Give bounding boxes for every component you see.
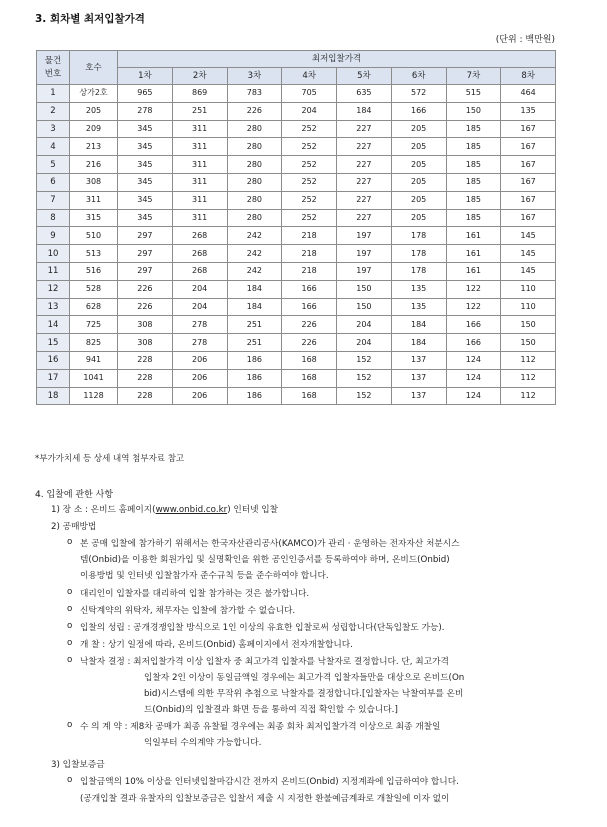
price-cell: 345 [118, 173, 173, 191]
price-cell: 311 [172, 138, 227, 156]
table-row [37, 173, 556, 191]
price-cell: 311 [172, 191, 227, 209]
method-line: 신탁계약의 위탁자, 채무자는 입찰에 참가할 수 없습니다. [80, 606, 296, 616]
price-cell: 218 [282, 262, 337, 280]
price-cell: 311 [172, 156, 227, 174]
bullet: o [67, 621, 73, 631]
item-no-cell: 6 [37, 173, 70, 191]
price-cell: 150 [337, 280, 392, 298]
price-cell: 197 [337, 262, 392, 280]
table-row [37, 245, 556, 263]
header-round: 4차 [282, 68, 337, 85]
unit-no-cell: 315 [70, 209, 118, 227]
price-cell: 161 [446, 262, 501, 280]
bullet: o [67, 604, 73, 614]
unit-no-cell: 941 [70, 351, 118, 369]
price-cell: 112 [501, 369, 556, 387]
bullet: o [67, 720, 73, 730]
table-row [37, 316, 556, 334]
price-cell: 252 [282, 173, 337, 191]
price-cell: 110 [501, 298, 556, 316]
deposit-heading: 3) 입찰보증금 [51, 760, 105, 770]
price-cell: 145 [501, 245, 556, 263]
item-no-cell: 11 [37, 262, 70, 280]
price-cell: 345 [118, 191, 173, 209]
method-line: 드(Onbid)의 입찰결과 화면 등을 통하여 직접 확인할 수 있습니다.] [144, 705, 398, 715]
price-cell: 137 [391, 369, 446, 387]
price-cell: 251 [227, 316, 282, 334]
unit-no-cell: 528 [70, 280, 118, 298]
table-row [37, 298, 556, 316]
table-row [37, 120, 556, 138]
method-line: 이용방법 및 인터넷 입찰참가자 준수규칙 등을 준수하여야 합니다. [80, 571, 329, 581]
unit-no-cell: 825 [70, 334, 118, 352]
price-cell: 227 [337, 191, 392, 209]
item-no-cell: 18 [37, 387, 70, 405]
item-no-cell: 1 [37, 85, 70, 103]
price-cell: 252 [282, 191, 337, 209]
price-cell: 167 [501, 156, 556, 174]
header-round: 1차 [118, 68, 173, 85]
price-cell: 184 [391, 316, 446, 334]
price-cell: 227 [337, 173, 392, 191]
bullet: o [67, 655, 73, 665]
price-cell: 218 [282, 245, 337, 263]
price-cell: 204 [172, 280, 227, 298]
price-cell: 218 [282, 227, 337, 245]
price-cell: 228 [118, 369, 173, 387]
price-cell: 186 [227, 387, 282, 405]
price-cell: 166 [391, 102, 446, 120]
price-cell: 280 [227, 173, 282, 191]
price-cell: 178 [391, 262, 446, 280]
price-cell: 166 [282, 280, 337, 298]
price-cell: 226 [282, 316, 337, 334]
price-cell: 185 [446, 173, 501, 191]
price-cell: 112 [501, 351, 556, 369]
price-cell: 206 [172, 351, 227, 369]
item-no-cell: 9 [37, 227, 70, 245]
price-cell: 268 [172, 227, 227, 245]
bid-location-prefix: 1) 장 소 : 온비드 홈페이지( [51, 505, 156, 515]
unit-no-cell: 725 [70, 316, 118, 334]
price-cell: 178 [391, 245, 446, 263]
price-cell: 166 [446, 334, 501, 352]
price-cell: 205 [391, 173, 446, 191]
price-cell: 251 [227, 334, 282, 352]
price-cell: 635 [337, 85, 392, 103]
price-cell: 205 [391, 209, 446, 227]
method-line: 입찰의 성립 : 공개경쟁입찰 방식으로 1인 이상의 유효한 입찰로써 성립합니다(단독입찰도 가능). [80, 623, 445, 633]
bullet: o [67, 638, 73, 648]
price-cell: 252 [282, 120, 337, 138]
price-cell: 242 [227, 262, 282, 280]
method-line: 낙찰자 결정 : 최저입찰가격 이상 입찰자 중 최고가격 입찰자를 낙찰자로 결정합니다. 단, 최고가격 [80, 657, 449, 667]
table-row [37, 138, 556, 156]
unit-no-cell: 628 [70, 298, 118, 316]
price-cell: 185 [446, 209, 501, 227]
price-cell: 135 [391, 298, 446, 316]
item-no-cell: 8 [37, 209, 70, 227]
header-unit-no: 호수 [70, 51, 118, 85]
table-row [37, 280, 556, 298]
table-row [37, 227, 556, 245]
price-cell: 122 [446, 280, 501, 298]
method-line: bid)시스템에 의한 무작위 추첨으로 낙찰자를 결정합니다.[입찰자는 낙찰여부를 온비 [144, 689, 464, 699]
method-line: 템(Onbid)을 이용한 회원가입 및 실명확인을 위한 공인인증서를 등록하여야 하며, 온비드(Onbid) [80, 555, 450, 565]
price-cell: 205 [391, 191, 446, 209]
item-no-cell: 14 [37, 316, 70, 334]
price-cell: 226 [118, 298, 173, 316]
price-cell: 345 [118, 156, 173, 174]
item-no-cell: 16 [37, 351, 70, 369]
unit-no-cell: 1128 [70, 387, 118, 405]
price-cell: 184 [337, 102, 392, 120]
price-cell: 168 [282, 387, 337, 405]
price-cell: 280 [227, 120, 282, 138]
price-cell: 167 [501, 138, 556, 156]
price-cell: 204 [337, 316, 392, 334]
table-note: *부가가치세 등 상세 내역 첨부자료 참고 [35, 454, 185, 464]
price-cell: 197 [337, 227, 392, 245]
price-cell: 251 [172, 102, 227, 120]
item-no-cell: 17 [37, 369, 70, 387]
header-round: 7차 [446, 68, 501, 85]
price-cell: 280 [227, 209, 282, 227]
bullet: o [67, 537, 73, 547]
price-cell: 124 [446, 387, 501, 405]
deposit-line: 입찰금액의 10% 이상을 인터넷입찰마감시간 전까지 온비드(Onbid) 지정계좌에 입금하여야 합니다. [80, 777, 459, 787]
table-row [37, 156, 556, 174]
price-cell: 205 [391, 138, 446, 156]
table-row [37, 387, 556, 405]
bullet: o [67, 587, 73, 597]
price-cell: 965 [118, 85, 173, 103]
price-cell: 167 [501, 120, 556, 138]
price-cell: 186 [227, 369, 282, 387]
price-cell: 297 [118, 262, 173, 280]
price-cell: 145 [501, 227, 556, 245]
price-cell: 204 [282, 102, 337, 120]
auction-method-heading: 2) 공매방법 [51, 522, 97, 532]
price-cell: 137 [391, 387, 446, 405]
price-cell: 308 [118, 316, 173, 334]
price-cell: 869 [172, 85, 227, 103]
price-cell: 150 [501, 316, 556, 334]
section4-title: 4. 입찰에 관한 사항 [35, 490, 114, 500]
price-cell: 204 [337, 334, 392, 352]
price-cell: 226 [282, 334, 337, 352]
price-cell: 278 [172, 316, 227, 334]
price-cell: 278 [118, 102, 173, 120]
price-cell: 308 [118, 334, 173, 352]
bullet: o [67, 775, 73, 785]
unit-no-cell: 510 [70, 227, 118, 245]
item-no-cell: 15 [37, 334, 70, 352]
unit-no-cell: 1041 [70, 369, 118, 387]
price-cell: 252 [282, 156, 337, 174]
price-cell: 168 [282, 369, 337, 387]
price-cell: 137 [391, 351, 446, 369]
price-cell: 152 [337, 351, 392, 369]
price-cell: 242 [227, 227, 282, 245]
min-bid-price-table [36, 50, 556, 405]
price-cell: 280 [227, 156, 282, 174]
header-round: 6차 [391, 68, 446, 85]
table-row [37, 334, 556, 352]
price-cell: 227 [337, 120, 392, 138]
header-round: 8차 [501, 68, 556, 85]
method-line: 개 찰 : 상기 일정에 따라, 온비드(Onbid) 홈페이지에서 전자개찰합니다. [80, 640, 353, 650]
item-no-cell: 5 [37, 156, 70, 174]
price-cell: 345 [118, 120, 173, 138]
method-line: 수 의 계 약 : 제8차 공매가 최종 유찰될 경우에는 최종 회차 최저입찰가격 이상으로 최종 개찰일 [80, 722, 441, 732]
price-cell: 184 [227, 280, 282, 298]
header-round: 2차 [172, 68, 227, 85]
price-cell: 311 [172, 173, 227, 191]
table-row [37, 102, 556, 120]
price-cell: 135 [391, 280, 446, 298]
price-cell: 227 [337, 138, 392, 156]
bid-location-line [51, 503, 278, 515]
price-cell: 145 [501, 262, 556, 280]
price-cell: 783 [227, 85, 282, 103]
unit-no-cell: 205 [70, 102, 118, 120]
price-cell: 242 [227, 245, 282, 263]
unit-no-cell: 311 [70, 191, 118, 209]
price-cell: 252 [282, 138, 337, 156]
price-cell: 185 [446, 138, 501, 156]
price-cell: 345 [118, 209, 173, 227]
method-line: 입찰자 2인 이상이 동일금액일 경우에는 최고가격 입찰자들만을 대상으로 온비드(On [144, 673, 465, 683]
price-cell: 167 [501, 191, 556, 209]
price-cell: 311 [172, 209, 227, 227]
item-no-cell: 10 [37, 245, 70, 263]
unit-label: (단위 : 백만원) [495, 35, 555, 45]
unit-no-cell: 상가2호 [70, 85, 118, 103]
method-line: 본 공매 입찰에 참가하기 위해서는 한국자산관리공사(KAMCO)가 관리 · 운영하는 전자자산 처분시스 [80, 539, 460, 549]
price-cell: 705 [282, 85, 337, 103]
price-cell: 278 [172, 334, 227, 352]
item-no-cell: 4 [37, 138, 70, 156]
header-min-price-group: 최저입찰가격 [118, 51, 556, 68]
header-item-no: 물건 번호 [37, 51, 70, 85]
price-cell: 197 [337, 245, 392, 263]
item-no-cell: 2 [37, 102, 70, 120]
price-cell: 135 [501, 102, 556, 120]
price-cell: 311 [172, 120, 227, 138]
price-cell: 161 [446, 245, 501, 263]
method-line: 대리인이 입찰자를 대리하여 입찰 참가하는 것은 불가합니다. [80, 589, 310, 599]
price-cell: 161 [446, 227, 501, 245]
item-no-cell: 12 [37, 280, 70, 298]
price-cell: 166 [282, 298, 337, 316]
price-cell: 168 [282, 351, 337, 369]
price-cell: 185 [446, 191, 501, 209]
item-no-cell: 13 [37, 298, 70, 316]
table-row [37, 85, 556, 103]
price-cell: 297 [118, 227, 173, 245]
table-row [37, 262, 556, 280]
price-cell: 186 [227, 351, 282, 369]
unit-no-cell: 516 [70, 262, 118, 280]
price-cell: 206 [172, 369, 227, 387]
price-cell: 205 [391, 120, 446, 138]
price-cell: 150 [337, 298, 392, 316]
price-cell: 167 [501, 209, 556, 227]
unit-no-cell: 308 [70, 173, 118, 191]
price-cell: 152 [337, 387, 392, 405]
price-cell: 515 [446, 85, 501, 103]
price-cell: 204 [172, 298, 227, 316]
table-row [37, 351, 556, 369]
unit-no-cell: 513 [70, 245, 118, 263]
price-cell: 297 [118, 245, 173, 263]
price-cell: 228 [118, 351, 173, 369]
price-cell: 345 [118, 138, 173, 156]
table-row [37, 209, 556, 227]
price-cell: 252 [282, 209, 337, 227]
price-cell: 268 [172, 262, 227, 280]
bid-location-suffix: ) 인터넷 입찰 [227, 505, 279, 515]
price-cell: 110 [501, 280, 556, 298]
price-cell: 166 [446, 316, 501, 334]
price-cell: 185 [446, 120, 501, 138]
item-no-cell: 3 [37, 120, 70, 138]
onbid-link[interactable]: www.onbid.co.kr [155, 505, 228, 515]
price-cell: 167 [501, 173, 556, 191]
price-cell: 205 [391, 156, 446, 174]
header-round: 3차 [227, 68, 282, 85]
price-cell: 572 [391, 85, 446, 103]
price-cell: 268 [172, 245, 227, 263]
price-cell: 228 [118, 387, 173, 405]
price-cell: 150 [446, 102, 501, 120]
price-cell: 150 [501, 334, 556, 352]
price-cell: 185 [446, 156, 501, 174]
unit-no-cell: 216 [70, 156, 118, 174]
price-cell: 124 [446, 369, 501, 387]
price-cell: 122 [446, 298, 501, 316]
price-cell: 112 [501, 387, 556, 405]
price-cell: 227 [337, 209, 392, 227]
price-cell: 226 [227, 102, 282, 120]
price-cell: 464 [501, 85, 556, 103]
price-cell: 280 [227, 138, 282, 156]
table-row [37, 369, 556, 387]
unit-no-cell: 213 [70, 138, 118, 156]
deposit-line: (공개입찰 결과 유찰자의 입찰보증금은 입찰서 제출 시 지정한 환불예금계좌로 개찰일에 이자 없이 [80, 794, 450, 804]
method-line: 익일부터 수의계약 가능합니다. [144, 738, 262, 748]
price-cell: 280 [227, 191, 282, 209]
section3-title: 3. 회차별 최저입찰가격 [35, 13, 145, 25]
price-cell: 206 [172, 387, 227, 405]
price-cell: 184 [227, 298, 282, 316]
table-row [37, 191, 556, 209]
unit-no-cell: 209 [70, 120, 118, 138]
price-cell: 227 [337, 156, 392, 174]
price-cell: 178 [391, 227, 446, 245]
price-cell: 152 [337, 369, 392, 387]
price-cell: 184 [391, 334, 446, 352]
price-cell: 226 [118, 280, 173, 298]
price-cell: 124 [446, 351, 501, 369]
item-no-cell: 7 [37, 191, 70, 209]
header-round: 5차 [337, 68, 392, 85]
